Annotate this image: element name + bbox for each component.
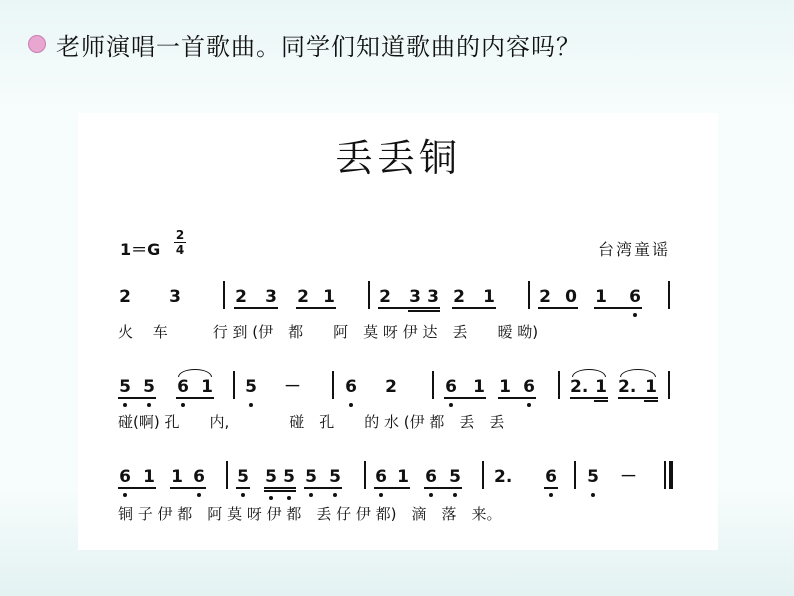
eighth-underline <box>374 487 410 489</box>
note: 2 <box>235 287 247 307</box>
note: 1 <box>483 287 495 307</box>
note: 3 <box>265 287 277 307</box>
barline <box>332 371 334 399</box>
note: 5 <box>119 377 131 397</box>
note: 3 <box>169 287 181 307</box>
eighth-underline <box>570 397 608 399</box>
low-octave-dot <box>181 403 185 407</box>
time-signature-bottom: 4 <box>175 243 185 257</box>
eighth-underline <box>544 487 558 489</box>
low-octave-dot <box>453 493 457 497</box>
low-octave-dot <box>241 493 245 497</box>
note: 2. <box>570 377 589 397</box>
low-octave-dot <box>123 403 127 407</box>
note: 5 <box>237 467 249 487</box>
slur <box>178 369 212 377</box>
lyric-line: 火 车 行 到 (伊 都 阿 莫 呀 伊 达 丢 暧 呦) <box>118 323 539 341</box>
eighth-underline <box>444 397 486 399</box>
notes-row-2 <box>78 375 718 399</box>
note: 1 <box>201 377 213 397</box>
song-title: 丢丢铜 <box>334 136 461 180</box>
double-barline-thick <box>669 461 673 489</box>
lyrics-row-2 <box>78 411 718 435</box>
eighth-underline <box>296 307 336 309</box>
eighth-underline <box>424 487 462 489</box>
low-octave-dot <box>197 493 201 497</box>
note: 6 <box>445 377 457 397</box>
low-octave-dot <box>429 493 433 497</box>
note: 6 <box>119 467 131 487</box>
barline <box>668 281 670 309</box>
note: 1 <box>171 467 183 487</box>
note: 5 <box>587 467 599 487</box>
barline <box>364 461 366 489</box>
low-octave-dot <box>287 496 291 500</box>
note: 1 <box>143 467 155 487</box>
low-octave-dot <box>309 493 313 497</box>
notes-row-1 <box>78 285 718 309</box>
low-octave-dot <box>147 403 151 407</box>
slur <box>620 369 656 377</box>
eighth-underline <box>176 397 214 399</box>
note: 2 <box>539 287 551 307</box>
low-octave-dot <box>269 496 273 500</box>
eighth-underline <box>538 307 578 309</box>
barline <box>432 371 434 399</box>
note: 6 <box>375 467 387 487</box>
note: 2 <box>385 377 397 397</box>
note: 3 <box>427 287 439 307</box>
note: 3 <box>409 287 421 307</box>
lyric-line: 碰(啊) 孔 内, 碰 孔 的 水 (伊 都 丢 丢 <box>118 413 505 431</box>
eighth-underline <box>594 307 642 309</box>
note: 6 <box>523 377 535 397</box>
note: 5 <box>329 467 341 487</box>
eighth-underline <box>236 487 250 489</box>
note: － <box>620 467 637 487</box>
barline <box>233 371 235 399</box>
low-octave-dot <box>123 493 127 497</box>
note: 6 <box>545 467 557 487</box>
note: 6 <box>177 377 189 397</box>
note: 5 <box>265 467 277 487</box>
note: 1 <box>397 467 409 487</box>
eighth-underline <box>118 487 156 489</box>
header-question: 老师演唱一首歌曲。同学们知道歌曲的内容吗？ <box>56 32 581 61</box>
note: 2 <box>297 287 309 307</box>
low-octave-dot <box>249 403 253 407</box>
notes-row-3 <box>78 465 718 489</box>
note: 5 <box>143 377 155 397</box>
note: 1 <box>473 377 485 397</box>
note: 5 <box>245 377 257 397</box>
note: 5 <box>283 467 295 487</box>
eighth-underline <box>234 307 278 309</box>
low-octave-dot <box>449 403 453 407</box>
barline <box>558 371 560 399</box>
note: 5 <box>305 467 317 487</box>
sixteenth-underline <box>644 400 658 402</box>
sixteenth-underline <box>264 490 296 492</box>
note: 2 <box>119 287 131 307</box>
low-octave-dot <box>633 313 637 317</box>
note: 6 <box>345 377 357 397</box>
sixteenth-underline <box>408 310 440 312</box>
bullet-icon <box>28 35 46 53</box>
slur <box>572 369 606 377</box>
barline <box>574 461 576 489</box>
barline <box>368 281 370 309</box>
note: 2. <box>494 467 513 487</box>
low-octave-dot <box>379 493 383 497</box>
slide-header <box>28 26 581 62</box>
song-origin: 台湾童谣 <box>597 240 670 259</box>
note: 0 <box>565 287 577 307</box>
note: 2. <box>618 377 637 397</box>
sixteenth-underline <box>594 400 608 402</box>
barline <box>226 461 228 489</box>
time-signature <box>174 229 186 256</box>
note: 1 <box>645 377 657 397</box>
eighth-underline <box>498 397 536 399</box>
eighth-underline <box>170 487 206 489</box>
time-signature-top: 2 <box>175 228 185 242</box>
note: 2 <box>453 287 465 307</box>
note: 6 <box>629 287 641 307</box>
note: 1 <box>595 287 607 307</box>
low-octave-dot <box>549 493 553 497</box>
eighth-underline <box>378 307 440 309</box>
note: 1 <box>499 377 511 397</box>
barline <box>528 281 530 309</box>
eighth-underline <box>264 487 296 489</box>
low-octave-dot <box>591 493 595 497</box>
eighth-underline <box>618 397 658 399</box>
music-score-sheet <box>78 113 718 550</box>
low-octave-dot <box>333 493 337 497</box>
barline <box>223 281 225 309</box>
note: 5 <box>449 467 461 487</box>
note: 1 <box>323 287 335 307</box>
low-octave-dot <box>527 403 531 407</box>
note: 1 <box>595 377 607 397</box>
eighth-underline <box>452 307 496 309</box>
eighth-underline <box>304 487 342 489</box>
barline <box>482 461 484 489</box>
barline <box>668 371 670 399</box>
eighth-underline <box>118 397 156 399</box>
low-octave-dot <box>349 403 353 407</box>
note: 6 <box>193 467 205 487</box>
double-barline-thin <box>664 461 666 489</box>
note: 6 <box>425 467 437 487</box>
lyrics-row-3 <box>78 503 718 527</box>
lyrics-row-1 <box>78 321 718 345</box>
note: － <box>284 377 301 397</box>
note: 2 <box>379 287 391 307</box>
lyric-line: 铜 子 伊 都 阿 莫 呀 伊 都 丢 仔 伊 都) 滴 落 来。 <box>118 505 502 523</box>
key-signature: 1＝G <box>120 240 161 259</box>
